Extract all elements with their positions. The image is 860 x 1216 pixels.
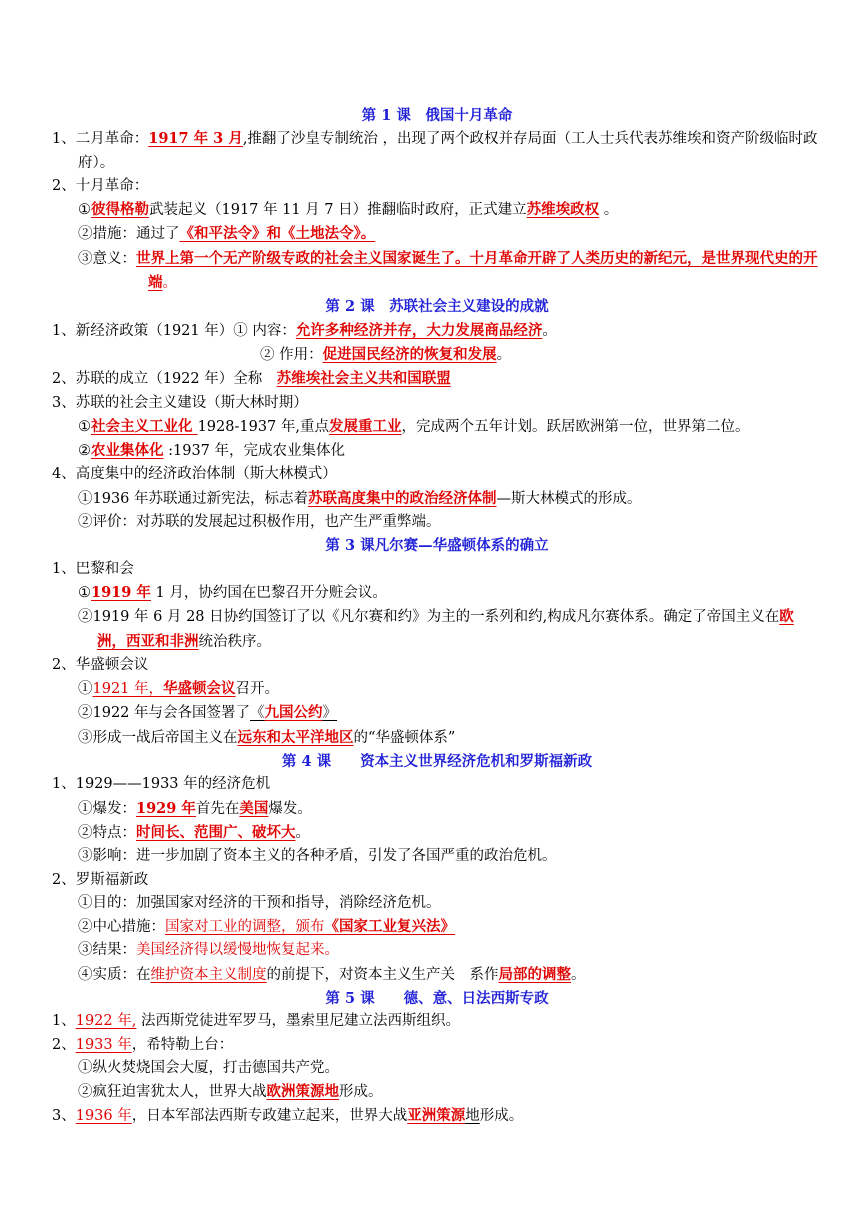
text-run: 2、	[52, 1036, 76, 1053]
lesson-title: 第 4 课 资本主义世界经济危机和罗斯福新政	[281, 753, 593, 771]
key-point: 1917 年 3 月	[148, 130, 243, 148]
text-run: ，希特勒上台：	[131, 1036, 234, 1053]
text-line	[52, 1080, 822, 1104]
key-point: 1921 年，	[92, 681, 164, 698]
key-point: 1929 年	[136, 799, 196, 817]
text-line	[52, 1034, 822, 1057]
text-run: ②措施：通过了	[78, 226, 180, 243]
text-run: 2、十月革命：	[52, 177, 149, 194]
key-point: 1933 年	[75, 1036, 132, 1053]
text-run: 《	[250, 705, 265, 722]
text-line	[52, 343, 822, 367]
lesson-title: 第 2 课 苏联社会主义建设的成就	[325, 298, 549, 316]
text-run: 形成。	[339, 1084, 383, 1101]
text-run: 1928-1937 年,重点	[197, 418, 329, 435]
key-point: 发展重工业	[328, 417, 402, 435]
text-run: 武装起义（1917 年 11 月 7 日）推翻临时政府，正式建立	[149, 202, 527, 219]
key-point: 亚洲策源	[407, 1107, 466, 1125]
text-run: 。	[571, 966, 586, 983]
text-run: ①爆发：	[78, 800, 136, 817]
text-run: 。	[599, 202, 619, 219]
text-line	[52, 439, 822, 463]
text-run: ② 作用：	[260, 346, 323, 363]
text-line	[52, 1010, 822, 1033]
text-line	[52, 247, 822, 296]
key-point: 《和平法令》和《土地法令》。	[179, 225, 376, 243]
text-run: 召开。	[235, 681, 280, 698]
text-line	[52, 392, 822, 415]
key-point: 社会主义工业化	[91, 417, 198, 435]
text-run: ①	[78, 418, 91, 435]
text-run: 1、	[52, 1013, 76, 1030]
text-run: 统治秩序。	[198, 633, 271, 650]
text-run: 的“华盛顿体系”	[353, 729, 456, 746]
text-line	[52, 869, 822, 892]
key-point: 远东和太平洋地区	[237, 728, 354, 746]
text-line	[52, 487, 822, 511]
text-run: 1 月，协约国在巴黎召开分赃会议。	[150, 584, 387, 601]
text-run: ②	[78, 443, 91, 460]
text-run: 爆发。	[268, 800, 312, 817]
text-run: ①纵火焚烧国会大厦，打击德国共产党。	[78, 1059, 339, 1076]
key-point: 彼得格勒	[91, 201, 149, 219]
text-run: 美国经济得以缓慢地恢复起来。	[136, 942, 339, 959]
text-line	[52, 463, 822, 486]
text-line	[52, 797, 822, 821]
text-run: 2、苏联的成立（1922 年）全称	[52, 371, 277, 388]
text-run: ①	[78, 202, 91, 219]
text-run: 形成。	[479, 1108, 524, 1125]
key-point: 华盛顿会议	[163, 680, 236, 698]
text-run: 1、1929——1933 年的经济危机	[52, 776, 271, 793]
text-run: 的前提下，对资本主义生产关 系作	[266, 966, 499, 983]
text-line	[52, 127, 822, 175]
text-run: 法西斯党徒进军罗马，墨索里尼建立法西斯组织。	[136, 1013, 460, 1030]
text-run: ②1919 年 6 月 28 日协约国签订了以《凡尔赛和约》为主的一系列和约,构成凡尔赛体系。确定了帝国主义在	[78, 609, 780, 626]
text-run: ②疯狂迫害犹太人，世界大战	[78, 1084, 267, 1101]
text-line	[52, 415, 822, 439]
text-run: 。	[542, 322, 557, 339]
text-line	[52, 175, 822, 198]
text-run: 2、罗斯福新政	[52, 871, 149, 888]
text-run: ，日本军部法西斯专政建立起来，世界大战	[131, 1108, 408, 1125]
text-run: 》	[322, 705, 338, 722]
key-point: 1919 年	[91, 583, 151, 601]
lesson-title: 第 5 课 德、意、日法西斯专政	[325, 989, 549, 1007]
key-point: 《国家工业复兴法》	[324, 918, 455, 936]
key-point: 1922 年,	[75, 1013, 137, 1030]
key-point: 局部的调整	[498, 965, 571, 983]
text-run: ③形成一战后帝国主义在	[78, 729, 238, 746]
text-line	[52, 222, 822, 246]
text-run: ②中心措施：	[78, 919, 165, 936]
key-point: 农业集体化	[91, 442, 164, 460]
text-line	[52, 511, 822, 534]
text-line	[52, 198, 822, 222]
text-run: ③意义：	[78, 250, 136, 267]
key-point: 允许多种经济并存，大力发展商品经济	[295, 321, 543, 339]
text-line	[52, 939, 822, 962]
key-point: 苏联高度集中的政治经济体制	[308, 489, 497, 507]
text-line	[52, 605, 822, 654]
text-line	[52, 367, 822, 391]
text-run: 。	[162, 275, 177, 292]
key-point: 世界上第一个无产阶级专政的社会主义国家诞生了。十月革命开辟了人类历史的新纪元，是世界现代史的开端	[136, 249, 818, 292]
text-line	[52, 726, 822, 750]
text-run: ①	[78, 681, 93, 698]
text-run: 。	[496, 346, 512, 363]
lesson-title: 第 1 课 俄国十月革命	[361, 107, 513, 124]
key-point: 时间长、范围广、破坏大	[136, 823, 296, 841]
text-line	[52, 654, 822, 677]
text-run: 3、	[52, 1108, 76, 1125]
text-run: ②特点：	[78, 824, 136, 841]
text-run: ④实质：在	[78, 966, 151, 983]
text-line	[52, 963, 822, 987]
text-run: ,推翻了沙皇专制统治 ，出现了两个政权并存局面（工人士兵代表苏维埃和资产阶级临时政府）。	[78, 131, 818, 171]
key-point: 苏维埃政权	[526, 201, 600, 219]
text-run: ②1922 年与会各国签署了	[78, 705, 251, 722]
text-run: 2、华盛顿会议	[52, 656, 149, 673]
text-line	[52, 1057, 822, 1080]
text-line	[52, 581, 822, 605]
key-point: 国家对工业的调整，颁布	[165, 919, 325, 936]
text-line	[52, 701, 822, 725]
text-run: 首先在	[195, 800, 240, 817]
text-line	[52, 773, 822, 796]
key-point: 欧洲，西亚和非洲	[97, 608, 794, 650]
key-point: 九国公约	[264, 704, 323, 722]
text-run: ②评价：对苏联的发展起过积极作用，也产生严重弊端。	[78, 514, 441, 531]
key-point: 维护资本主义制度	[150, 966, 267, 983]
text-run: —斯大林模式的形成。	[496, 490, 642, 507]
text-run: :1937 年，完成农业集体化	[163, 443, 346, 460]
text-line	[52, 1104, 822, 1128]
key-point: 1936 年	[75, 1108, 132, 1125]
text-run: ③结果：	[78, 942, 136, 959]
text-line	[52, 677, 822, 701]
document-body	[52, 104, 822, 1129]
key-point: 苏维埃社会主义共和国联盟	[276, 370, 451, 388]
text-run: 1、新经济政策（1921 年）① 内容：	[52, 322, 296, 339]
text-line	[52, 892, 822, 915]
text-run: 。	[295, 824, 310, 841]
text-run: ①1936 年苏联通过新宪法，标志着	[78, 490, 309, 507]
key-point: 促进国民经济的恢复和发展	[322, 345, 497, 363]
text-line	[52, 845, 822, 868]
text-run: 地	[465, 1108, 480, 1125]
text-run: ①目的：加强国家对经济的干预和指导，消除经济危机。	[78, 894, 441, 911]
lesson-title: 第 3 课凡尔赛—华盛顿体系的确立	[325, 537, 549, 555]
text-line	[52, 915, 822, 939]
key-point: 欧洲策源地	[266, 1083, 339, 1101]
text-run: 1、二月革命：	[52, 131, 149, 148]
text-line	[52, 821, 822, 845]
text-run: 3、苏联的社会主义建设（斯大林时期）	[52, 394, 308, 411]
text-line	[52, 558, 822, 581]
text-run: ③影响：进一步加剧了资本主义的各种矛盾，引发了各国严重的政治危机。	[78, 848, 557, 865]
text-run: 1、巴黎和会	[52, 560, 134, 577]
text-run: ，完成两个五年计划。跃居欧洲第一位，世界第二位。	[401, 418, 750, 435]
text-run: 4、高度集中的经济政治体制（斯大林模式）	[52, 466, 337, 483]
text-line	[52, 319, 822, 343]
key-point: 美国	[239, 799, 269, 817]
text-run: ①	[78, 584, 91, 601]
